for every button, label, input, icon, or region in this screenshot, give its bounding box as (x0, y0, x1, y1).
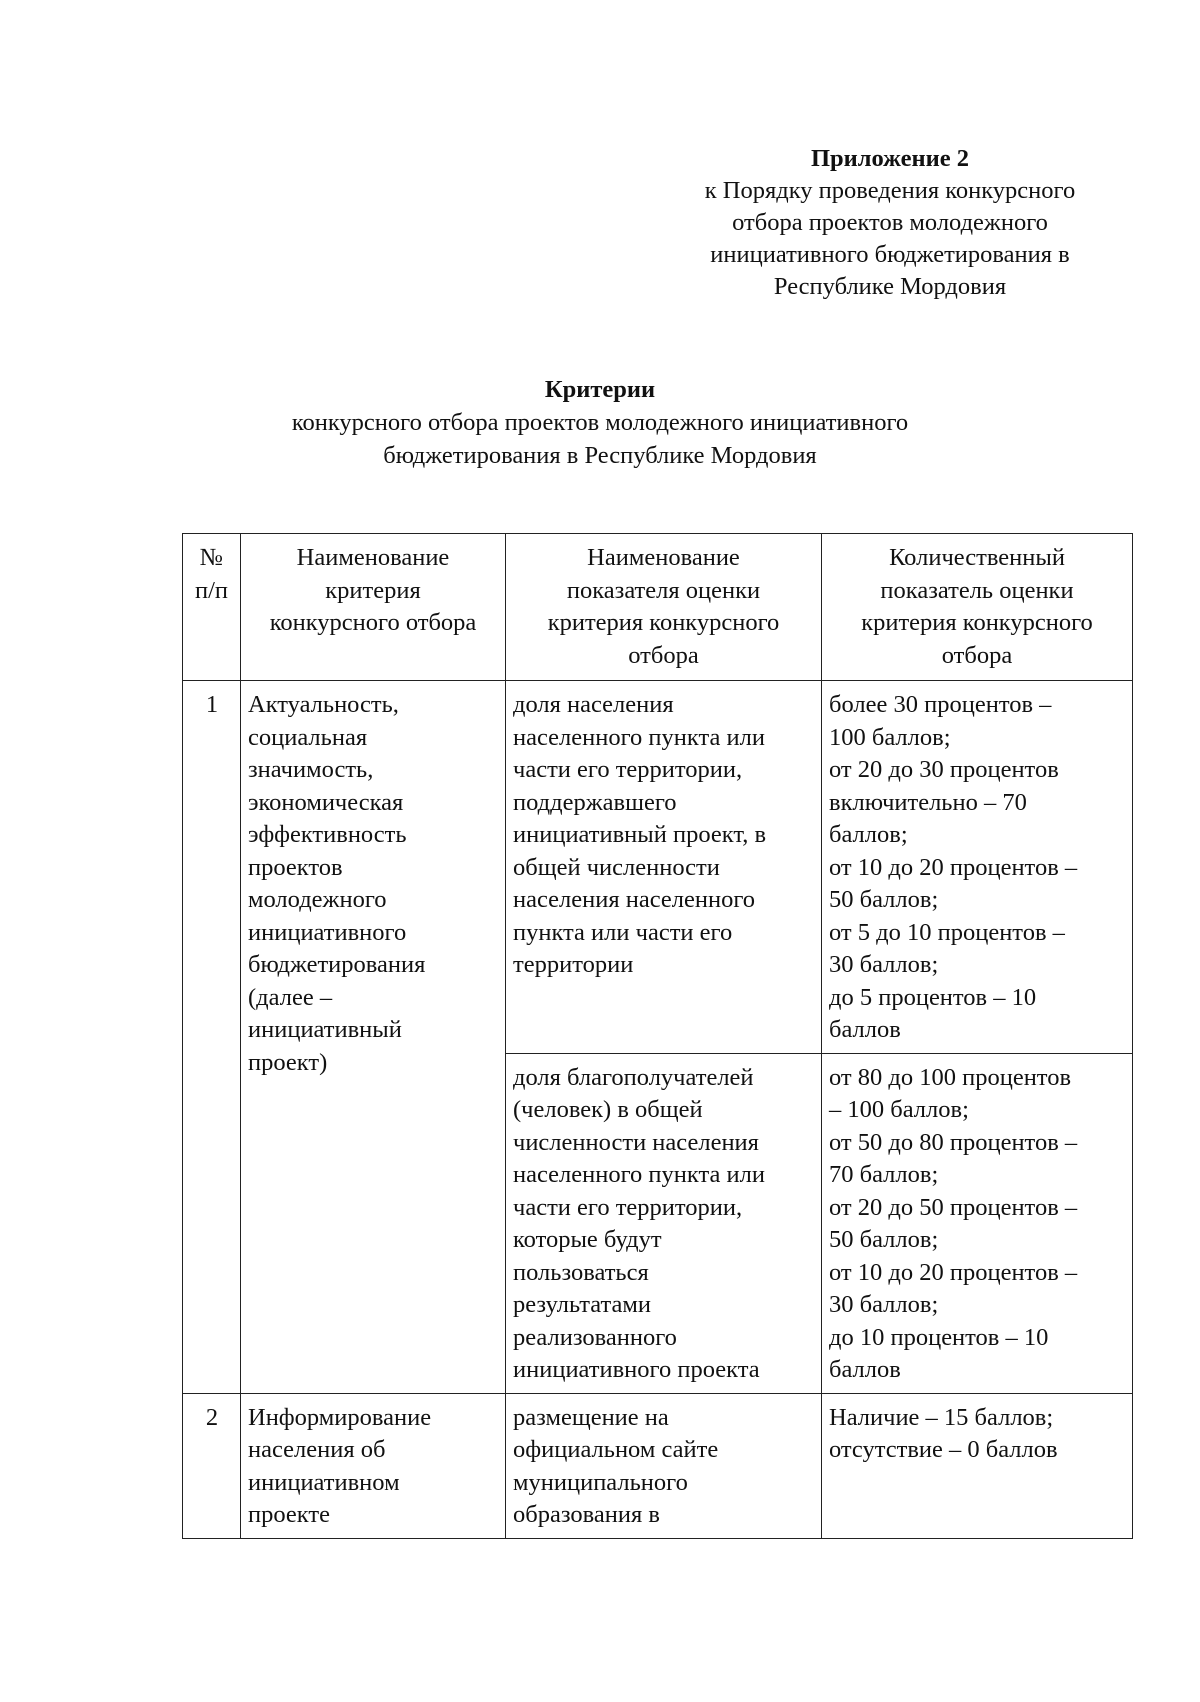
cell-line: общей численности (513, 853, 720, 881)
appendix-title: Приложение 2 (811, 145, 969, 172)
cell-line: проектов (248, 853, 343, 881)
row-number: 1 (183, 681, 241, 1394)
cell-line: (человек) в общей (513, 1096, 703, 1123)
cell-line: баллов; (829, 821, 908, 848)
cell-line: проекте (248, 1501, 330, 1528)
header-line: Наименование (296, 544, 450, 571)
cell-line: инициативного проекта (513, 1356, 760, 1383)
cell-line: молодежного (248, 886, 387, 913)
row-number: 2 (183, 1393, 241, 1538)
cell-line: населенного пункта или (513, 1161, 765, 1188)
cell-line: которые будут (513, 1226, 662, 1253)
header-line: критерия конкурсного (861, 609, 1093, 636)
header-line: № (199, 544, 224, 571)
header-line: показателя оценки (566, 576, 761, 604)
appendix-line: Республике Мордовия (773, 273, 1007, 300)
score-cell (822, 1393, 1133, 1538)
cell-line: образования в (513, 1501, 660, 1528)
cell-line: более 30 процентов – (829, 691, 1052, 718)
header-line: отбора (941, 641, 1013, 669)
cell-line: социальная (248, 723, 368, 751)
cell-line: муниципального (513, 1468, 688, 1496)
cell-line: Актуальность, (248, 691, 399, 718)
cell-line: (далее – (248, 983, 333, 1011)
score-cell (822, 1053, 1133, 1393)
cell-line: от 20 до 30 процентов (829, 756, 1059, 783)
score-cell (822, 681, 1133, 1054)
criteria-table (182, 533, 1133, 1539)
cell-line: от 80 до 100 процентов (829, 1063, 1072, 1091)
cell-line: Наличие – 15 баллов; (829, 1403, 1054, 1431)
appendix-line: отбора проектов молодежного (732, 209, 1048, 236)
document-title-block (0, 373, 1200, 472)
cell-line: бюджетирования (248, 951, 426, 978)
header-line: критерия конкурсного (547, 609, 780, 636)
cell-line: размещение на (513, 1403, 669, 1431)
header-line: критерия (325, 576, 421, 604)
cell-line: проект) (248, 1048, 328, 1076)
cell-line: 70 баллов; (829, 1161, 939, 1188)
cell-line: баллов (829, 1016, 901, 1043)
document-heading: Критерии (544, 376, 656, 403)
table-row (183, 681, 1133, 1054)
appendix-line: к Порядку проведения конкурсного (704, 177, 1076, 204)
header-score (822, 534, 1133, 681)
cell-line: экономическая (248, 788, 404, 816)
cell-line: до 10 процентов – 10 (829, 1323, 1049, 1351)
cell-line: Информирование (248, 1403, 432, 1431)
cell-line: части его территории, (513, 756, 743, 783)
cell-line: части его территории, (513, 1193, 743, 1221)
cell-line: до 5 процентов – 10 (829, 983, 1037, 1011)
cell-line: результатами (513, 1291, 651, 1318)
cell-line: включительно – 70 (829, 788, 1027, 816)
appendix-block (640, 143, 1140, 303)
header-line: Количественный (889, 544, 1065, 571)
table-header-row (183, 534, 1133, 681)
indicator-cell (506, 681, 822, 1054)
header-number (183, 534, 241, 681)
cell-line: населения населенного (513, 886, 756, 913)
cell-line: доля благополучателей (513, 1063, 754, 1091)
cell-line: инициативном (248, 1468, 400, 1496)
cell-line: – 100 баллов; (829, 1096, 969, 1123)
header-line: отбора (628, 641, 699, 669)
cell-line: от 50 до 80 процентов – (829, 1128, 1078, 1156)
cell-line: от 10 до 20 процентов – (829, 853, 1078, 881)
cell-line: баллов (829, 1356, 901, 1383)
cell-line: поддержавшего (513, 788, 677, 816)
cell-line: пункта или части его (513, 918, 733, 946)
cell-line: населения об (248, 1436, 386, 1463)
cell-line: территории (513, 951, 634, 978)
document-subtitle-line: бюджетирования в Республике Мордовия (383, 442, 817, 469)
cell-line: 30 баллов; (829, 951, 939, 978)
header-line: конкурсного отбора (269, 609, 477, 636)
cell-line: 30 баллов; (829, 1291, 939, 1318)
indicator-cell (506, 1053, 822, 1393)
table-row (183, 1393, 1133, 1538)
appendix-line: инициативного бюджетирования в (710, 241, 1070, 268)
header-line: показатель оценки (880, 576, 1074, 604)
cell-line: населенного пункта или (513, 723, 765, 751)
cell-line: численности населения (513, 1128, 759, 1156)
cell-line: отсутствие – 0 баллов (829, 1436, 1058, 1463)
cell-line: официальном сайте (513, 1436, 719, 1463)
criterion-cell (241, 681, 506, 1394)
cell-line: доля населения (513, 691, 674, 718)
cell-line: инициативный (248, 1016, 402, 1043)
cell-line: от 20 до 50 процентов – (829, 1193, 1078, 1221)
indicator-cell (506, 1393, 822, 1538)
cell-line: 50 баллов; (829, 1226, 939, 1253)
criterion-cell (241, 1393, 506, 1538)
cell-line: инициативного (248, 918, 407, 946)
header-indicator (506, 534, 822, 681)
header-line: п/п (194, 576, 229, 604)
header-line: Наименование (587, 544, 740, 571)
cell-line: 50 баллов; (829, 886, 939, 913)
cell-line: эффективность (248, 821, 407, 848)
cell-line: значимость, (248, 756, 374, 783)
header-criterion (241, 534, 506, 681)
cell-line: от 10 до 20 процентов – (829, 1258, 1078, 1286)
cell-line: от 5 до 10 процентов – (829, 918, 1065, 946)
cell-line: 100 баллов; (829, 723, 951, 751)
cell-line: реализованного (513, 1323, 677, 1351)
cell-line: инициативный проект, в (513, 821, 767, 848)
document-subtitle-line: конкурсного отбора проектов молодежного инициативного (291, 409, 909, 436)
cell-line: пользоваться (513, 1258, 649, 1286)
